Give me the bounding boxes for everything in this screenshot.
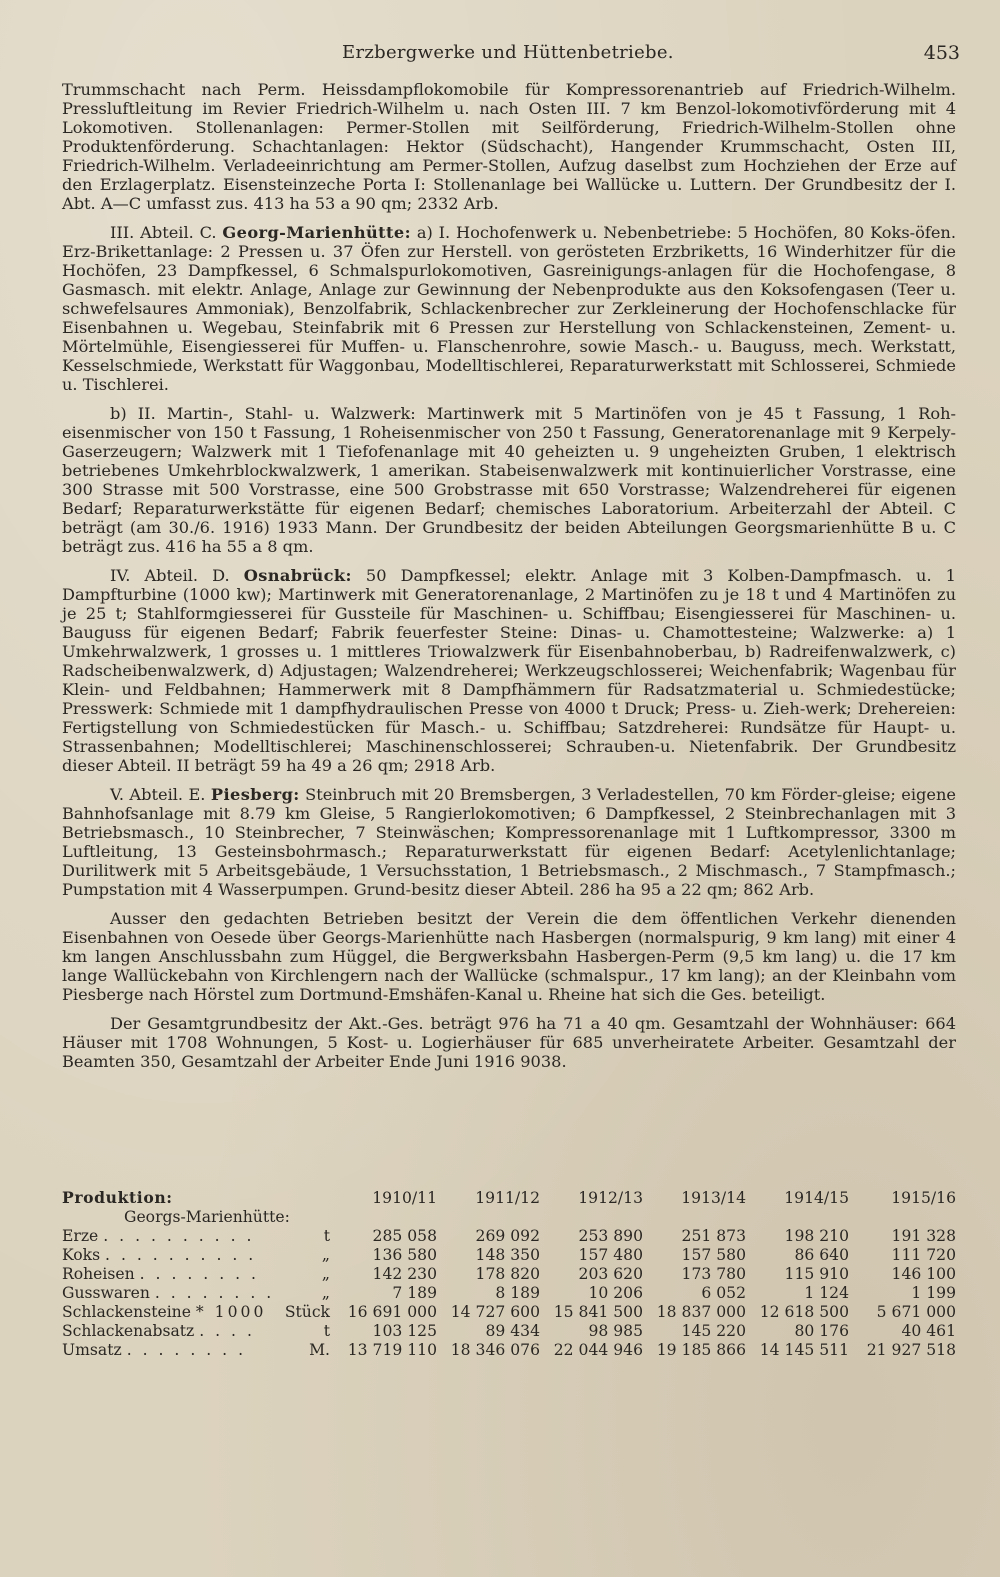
paragraph-text: Steinbruch mit 20 Bremsbergen, 3 Verladestellen, 70 km Förder-gleise; eigene Bahnhofsanlage mit 8.79 km Gleise, 5 Rangierlokomotiven; 6 Dampfkessel, 2 Steinbrechanlagen mit 3 Betriebsmasch., 10 Steinbrecher, 7 Steinwäschen; Kompressorenanlage mit 1 Luftkompressor, 3300 m Luftleitung, 13 Gesteinsbohrmasch.; Reparaturwerkstatt für eigenen Bedarf: Acetylenlichtanlage; Durilitwerk mit 5 Arbeitsgebäude, 1 Versuchsstation, 1 Betriebsmasch., 2 Mischmasch., 7 Stampfmasch.; Pumpstation mit 4 Wasserpumpen. Grund-besitz dieser Abteil. 286 ha 95 a 22 qm; 862 Arb.	[62, 785, 956, 899]
table-row	[62, 1226, 956, 1245]
row-dots: . . . . . . . . . .	[103, 1226, 255, 1245]
section-name: Georg-Marienhütte:	[222, 223, 411, 242]
table-cell: 18 837 000	[656, 1302, 747, 1321]
table-row	[62, 1302, 956, 1321]
table-cell: 103 125	[372, 1321, 438, 1340]
year-header: 1913/14	[681, 1188, 747, 1207]
row-name: Koks	[62, 1245, 101, 1264]
section-name: Piesberg:	[210, 785, 300, 804]
table-cell: 40 461	[901, 1321, 957, 1340]
row-name: Gusswaren	[62, 1283, 150, 1302]
table-cell: 14 727 600	[450, 1302, 541, 1321]
row-name: Roheisen	[62, 1264, 135, 1283]
table-header-row	[62, 1188, 956, 1207]
row-name: Schlackensteine	[62, 1302, 191, 1321]
row-unit: t	[323, 1226, 331, 1245]
production-label: Produktion:	[62, 1188, 173, 1207]
page-header	[62, 42, 960, 72]
table-cell: 18 346 076	[450, 1340, 541, 1359]
paragraph-text: Ausser den gedachten Betrieben besitzt der Verein die dem öffentlichen Verkehr dienenden Eisenbahnen von Oesede über Georgs-Marienhütte nach Hasbergen (normalspurig, 9 km lang) mit einer 4 km langen Anschlussbahn zum Hüggel, die Bergwerksbahn Hasbergen-Perm (9,5 km lang) u. die 17 km lange Wallückebahn von Kirchlengern nach der Wallücke (schmalspur., 17 km lang); an der Kleinbahn vom Piesberge nach Hörstel zum Dortmund-Emshäfen-Kanal u. Rheine hat sich die Ges. beteiligt.	[62, 909, 956, 1004]
row-label	[62, 1226, 282, 1245]
row-unit: „	[321, 1245, 331, 1264]
production-table	[62, 1188, 956, 1359]
row-name: Erze	[62, 1226, 99, 1245]
row-label	[62, 1302, 282, 1321]
row-label	[62, 1283, 282, 1302]
table-cell: 115 910	[784, 1264, 850, 1283]
table-cell: 1 124	[804, 1283, 850, 1302]
paragraph-abteil-e	[62, 785, 956, 899]
paragraph-text: a) I. Hochofenwerk u. Nebenbetriebe: 5 Hochöfen, 80 Koks-öfen. Erz-Brikettanlage: 2 Pressen u. 37 Öfen zur Herstell. von gerösteten Erzbriketts, 16 Winderhitzer für die Hochöfen, 23 Dampfkessel, 6 Schmalspurlokomotiven, Gasreinigungs-anlagen für die Hochofengase, 8 Gasmasch. mit elektr. Anlage, Anlage zur Gewinnung der Nebenprodukte aus den Koksofengasen (Teer u. schwefelsaures Ammoniak), Benzolfabrik, Schlackenbrecher zur Zerkleinerung der Hochofenschlacke für Eisenbahnen u. Wegebau, Steinfabrik mit 6 Pressen zur Herstellung von Schlackensteinen, Zement- u. Mörtelmühle, Eisengiesserei für Muffen- u. Flanschenrohre, sowie Masch.- u. Bauguss, mech. Werkstatt, Kesselschmiede, Werkstatt für Waggonbau, Modelltischlerei, Reparaturwerkstatt mit Schlosserei, Schmiede u. Tischlerei.	[62, 223, 956, 394]
table-cell: 89 434	[485, 1321, 541, 1340]
row-dots: . . . . . . . .	[154, 1283, 275, 1302]
paragraph-railways	[62, 909, 956, 1004]
table-cell: 12 618 500	[759, 1302, 850, 1321]
section-lead: IV. Abteil. D.	[110, 566, 230, 585]
row-dots: . . . . . . . .	[139, 1264, 259, 1283]
table-cell: 98 985	[588, 1321, 644, 1340]
table-cell: 5 671 000	[876, 1302, 957, 1321]
paragraph-1	[62, 80, 956, 213]
table-cell: 191 328	[891, 1226, 957, 1245]
production-section	[62, 1188, 956, 1359]
section-lead: V. Abteil. E.	[110, 785, 206, 804]
row-unit: Stück	[284, 1302, 331, 1321]
page-number: 453	[923, 42, 960, 64]
table-cell: 173 780	[681, 1264, 747, 1283]
table-cell: 80 176	[794, 1321, 850, 1340]
row-dots: . . . . . . . .	[126, 1340, 247, 1359]
row-label	[62, 1245, 282, 1264]
paragraph-martin-stahl	[62, 404, 956, 556]
table-row	[62, 1245, 956, 1264]
production-rows	[62, 1226, 956, 1359]
table-cell: 22 044 946	[553, 1340, 644, 1359]
row-label	[62, 1340, 282, 1359]
year-header: 1915/16	[891, 1188, 957, 1207]
table-cell: 15 841 500	[553, 1302, 644, 1321]
table-cell: 6 052	[701, 1283, 747, 1302]
table-cell: 203 620	[578, 1264, 644, 1283]
table-row	[62, 1283, 956, 1302]
table-row	[62, 1321, 956, 1340]
running-title: Erzbergwerke und Hüttenbetriebe.	[342, 42, 674, 63]
table-cell: 16 691 000	[347, 1302, 438, 1321]
table-cell: 146 100	[891, 1264, 957, 1283]
paragraph-text: Trummschacht nach Perm. Heissdampflokomobile für Kompressorenantrieb auf Friedrich-Wilhelm. Pressluftleitung im Revier Friedrich-Wilhelm u. nach Osten III. 7 km Benzol-lokomotivförderung mit 4 Lokomotiven. Stollenanlagen: Permer-Stollen mit Seilförderung, Friedrich-Wilhelm-Stollen ohne Produktenförderung. Schachtanlagen: Hektor (Südschacht), Hangender Krummschacht, Osten III, Friedrich-Wilhelm. Verladeeinrichtung am Permer-Stollen, Aufzug daselbst zum Hochziehen der Erze auf den Erzlagerplatz. Eisensteinzeche Porta I: Stollenanlage bei Wallücke u. Luttern. Der Grundbesitz der I. Abt. A—C umfasst zus. 413 ha 53 a 90 qm; 2332 Arb.	[62, 80, 956, 213]
section-lead: b) II. Martin-, Stahl- u. Walzwerk:	[110, 404, 416, 423]
row-unit: M.	[309, 1340, 331, 1359]
table-cell: 253 890	[578, 1226, 644, 1245]
table-cell: 111 720	[891, 1245, 957, 1264]
paragraph-text: 50 Dampfkessel; elektr. Anlage mit 3 Kolben-Dampfmasch. u. 1 Dampfturbine (1000 kw); Martinwerk mit Generatorenanlage, 2 Martinöfen zu je 18 t und 4 Martinöfen zu je 25 t; Stahlformgiesserei für Gussteile für Maschinen- u. Schiffbau; Eisengiesserei für Maschinen- u. Bauguss für eigenen Bedarf; Fabrik feuerfester Steine: Dinas- u. Chamottesteine; Walzwerke: a) 1 Umkehrwalzwerk, 1 grosses u. 1 mittleres Triowalzwerk für Eisenbahnoberbau, b) Radreifenwalzwerk, c) Radscheibenwalzwerk, d) Adjustagen; Walzendreherei; Werkzeugschlosserei; Weichenfabrik; Wagenbau für Klein- und Feldbahnen; Hammerwerk mit 8 Dampfhämmern für Radsatzmaterial u. Schmiedestücke; Presswerk: Schmiede mit 1 dampfhydraulischen Presse von 4000 t Druck; Press- u. Zieh-werk; Drehereien: Fertigstellung von Schmiedestücken für Masch.- u. Schiffbau; Satzdreherei: Rundsätze für Haupt- u. Strassenbahnen; Modelltischlerei; Maschinenschlosserei; Schrauben-u. Nietenfabrik. Der Grundbesitz dieser Abteil. II beträgt 59 ha 49 a 26 qm; 2918 Arb.	[62, 566, 956, 775]
row-label	[62, 1264, 282, 1283]
table-cell: 136 580	[372, 1245, 438, 1264]
table-cell: 7 189	[392, 1283, 438, 1302]
table-cell: 86 640	[794, 1245, 850, 1264]
table-row	[62, 1340, 956, 1359]
year-header: 1911/12	[475, 1188, 541, 1207]
year-header: 1910/11	[372, 1188, 438, 1207]
table-cell: 10 206	[588, 1283, 644, 1302]
year-header: 1914/15	[784, 1188, 850, 1207]
row-dots: . . . . . . . . . .	[105, 1245, 257, 1264]
section-name: Osnabrück:	[243, 566, 352, 585]
table-cell: 8 189	[495, 1283, 541, 1302]
table-cell: 1 199	[911, 1283, 957, 1302]
table-cell: 142 230	[372, 1264, 438, 1283]
table-cell: 145 220	[681, 1321, 747, 1340]
paragraph-totals	[62, 1014, 956, 1071]
row-dots: * 1000	[195, 1302, 267, 1321]
row-name: Umsatz	[62, 1340, 122, 1359]
table-cell: 198 210	[784, 1226, 850, 1245]
section-row	[62, 1207, 956, 1226]
row-unit: „	[321, 1264, 331, 1283]
section-lead: III. Abteil. C.	[110, 223, 217, 242]
table-cell: 21 927 518	[866, 1340, 957, 1359]
table-row	[62, 1264, 956, 1283]
paragraph-abteil-d	[62, 566, 956, 775]
table-cell: 14 145 511	[759, 1340, 850, 1359]
table-cell: 13 719 110	[347, 1340, 438, 1359]
table-cell: 269 092	[475, 1226, 541, 1245]
paragraph-abteil-c	[62, 223, 956, 394]
table-cell: 178 820	[475, 1264, 541, 1283]
paragraph-text: Martinwerk mit 5 Martinöfen von je 45 t Fassung, 1 Roh-eisenmischer von 150 t Fassung, 1 Roheisenmischer von 250 t Fassung, Generatorenanlage mit 9 Kerpely-Gaserzeugern; Walzwerk mit 1 Tiefofenanlage mit 40 geheizten u. 9 ungeheizten Gruben, 1 elektrisch betriebenes Umkehrblockwalzwerk, 1 amerikan. Stabeisenwalzwerk mit kontinuierlicher Vorstrasse, eine 300 Strasse mit 500 Vorstrasse, eine 500 Grobstrasse mit 650 Vorstrasse; Walzendreherei für eigenen Bedarf; Reparaturwerkstätte für eigenen Bedarf; chemisches Laboratorium. Arbeiterzahl der Abteil. C beträgt (am 30./6. 1916) 1933 Mann. Der Grundbesitz der beiden Abteilungen Georgsmarienhütte B u. C beträgt zus. 416 ha 55 a 8 qm.	[62, 404, 956, 556]
paragraph-text: Der Gesamtgrundbesitz der Akt.-Ges. beträgt 976 ha 71 a 40 qm. Gesamtzahl der Wohnhäuser: 664 Häuser mit 1708 Wohnungen, 5 Kost- u. Logierhäuser für 685 unverheiratete Arbeiter. Gesamtzahl der Beamten 350, Gesamtzahl der Arbeiter Ende Juni 1916 9038.	[62, 1014, 956, 1071]
table-cell: 285 058	[372, 1226, 438, 1245]
row-dots: . . . .	[199, 1321, 255, 1340]
table-cell: 157 480	[578, 1245, 644, 1264]
row-name: Schlackenabsatz	[62, 1321, 195, 1340]
year-header: 1912/13	[578, 1188, 644, 1207]
body-text	[62, 80, 956, 1081]
row-unit: „	[321, 1283, 331, 1302]
row-label	[62, 1321, 282, 1340]
table-cell: 157 580	[681, 1245, 747, 1264]
section-label: Georgs-Marienhütte:	[124, 1207, 290, 1226]
table-cell: 251 873	[681, 1226, 747, 1245]
table-cell: 19 185 866	[656, 1340, 747, 1359]
table-cell: 148 350	[475, 1245, 541, 1264]
row-unit: t	[323, 1321, 331, 1340]
